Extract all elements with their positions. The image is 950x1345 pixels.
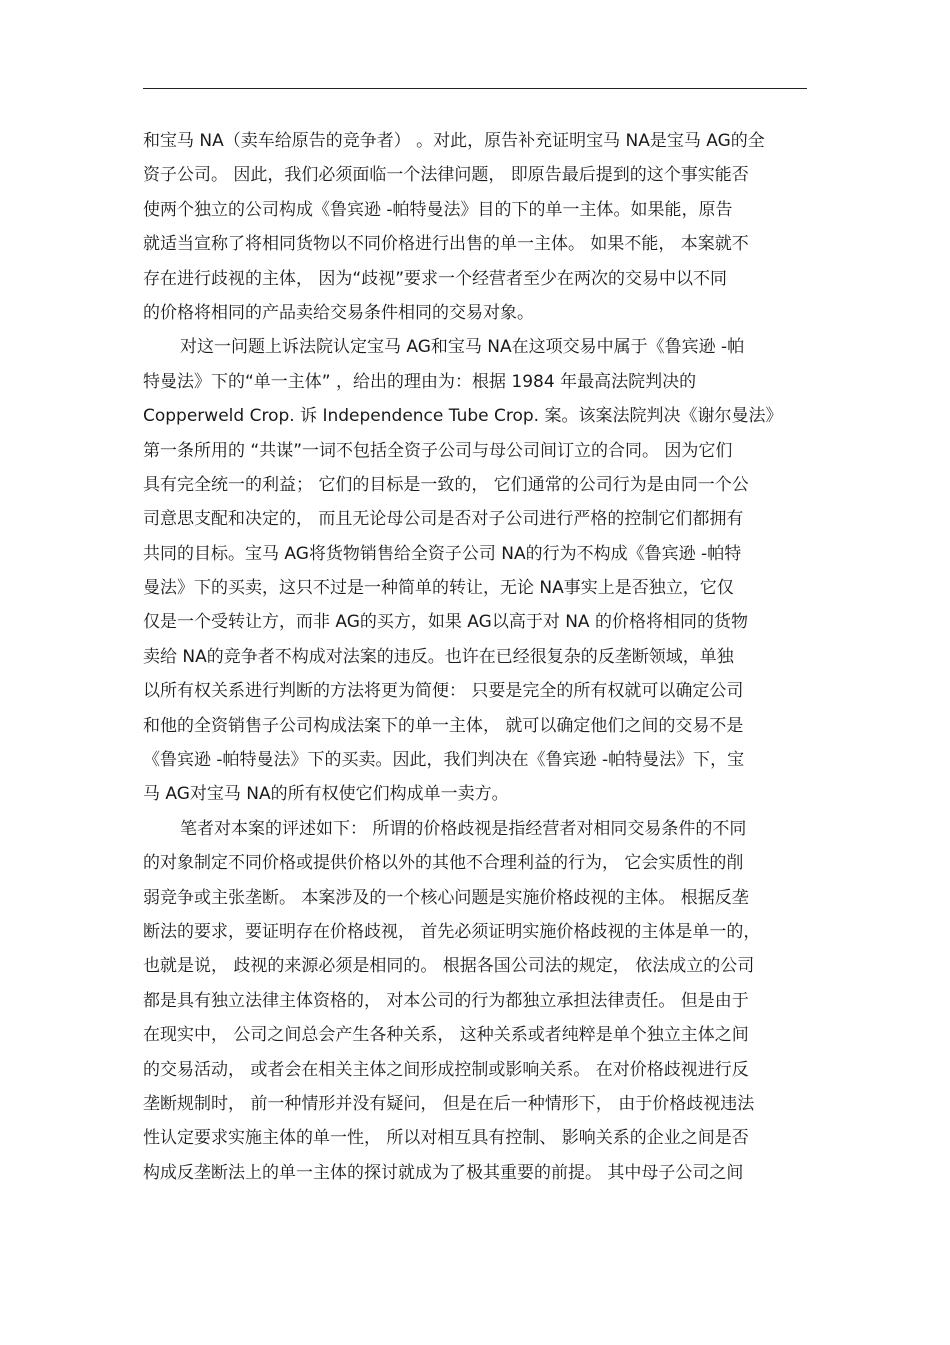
text-line: 也就是说， 歧视的来源必须是相同的。 根据各国公司法的规定， 依法成立的公司 — [143, 956, 755, 977]
text-line: 资子公司。 因此，我们必须面临一个法律问题， 即原告最后提到的这个事实能否 — [143, 165, 749, 186]
text-line: Copperweld Crop. 诉 Independence Tube Crop. 案。该案法院判决《谢尔曼法》 — [143, 406, 783, 427]
text-line: 共同的目标。宝马 AG将货物销售给全资子公司 NA的行为不构成《鲁宾逊 -帕特 — [143, 543, 742, 564]
text-line: 断法的要求，要证明存在价格歧视， 首先必须证明实施价格歧视的主体是单一的， — [143, 921, 761, 942]
text-line: 马 AG对宝马 NA的所有权使它们构成单一卖方。 — [143, 784, 509, 805]
text-line: 司意思支配和决定的， 而且无论母公司是否对子公司进行严格的控制它们都拥有 — [143, 509, 744, 530]
text-line: 笔者对本案的评述如下： 所谓的价格歧视是指经营者对相同交易条件的不同 — [180, 818, 747, 839]
text-line: 弱竞争或主张垄断。 本案涉及的一个核心问题是实施价格歧视的主体。 根据反垄 — [143, 887, 749, 908]
text-line: 具有完全统一的利益； 它们的目标是一致的， 它们通常的公司行为是由同一个公 — [143, 474, 749, 495]
text-line: 都是具有独立法律主体资格的， 对本公司的行为都独立承担法律责任。 但是由于 — [143, 990, 749, 1011]
text-line: 《鲁宾逊 -帕特曼法》下的买卖。因此，我们判决在《鲁宾逊 -帕特曼法》下，宝 — [143, 750, 745, 771]
text-line: 对这一问题上诉法院认定宝马 AG和宝马 NA在这项交易中属于《鲁宾逊 -帕 — [180, 337, 745, 358]
text-line: 垄断规制时， 前一种情形并没有疑问， 但是在后一种情形下， 由于价格歧视违法 — [143, 1093, 755, 1114]
text-line: 的价格将相同的产品卖给交易条件相同的交易对象。 — [143, 302, 534, 323]
text-line: 和宝马 NA（卖车给原告的竞争者） 。对此，原告补充证明宝马 NA是宝马 AG的全 — [143, 131, 765, 151]
text-line: 性认定要求实施主体的单一性， 所以对相互具有控制、 影响关系的企业之间是否 — [143, 1128, 749, 1149]
body-text — [143, 124, 807, 1190]
text-line: 的对象制定不同价格或提供价格以外的其他不合理利益的行为， 它会实质性的削 — [143, 853, 744, 874]
text-line: 卖给 NA的竞争者不构成对法案的违反。也许在已经很复杂的反垄断领域，单独 — [143, 646, 734, 667]
text-line: 就适当宣称了将相同货物以不同价格进行出售的单一主体。 如果不能， 本案就不 — [143, 234, 749, 255]
text-line: 使两个独立的公司构成《鲁宾逊 -帕特曼法》目的下的单一主体。如果能，原告 — [143, 199, 733, 220]
text-line: 的交易活动， 或者会在相关主体之间形成控制或影响关系。 在对价格歧视进行反 — [143, 1059, 749, 1080]
text-line: 构成反垄断法上的单一主体的探讨就成为了极其重要的前提。 其中母子公司之间 — [143, 1162, 744, 1183]
header-rule — [143, 88, 807, 89]
text-line: 特曼法》下的“单一主体” ，给出的理由为：根据 1984 年最高法院判决的 — [143, 371, 697, 392]
text-line: 存在进行歧视的主体， 因为“歧视”要求一个经营者至少在两次的交易中以不同 — [143, 268, 728, 289]
text-line: 在现实中， 公司之间总会产生各种关系， 这种关系或者纯粹是单个独立主体之间 — [143, 1025, 749, 1046]
text-line: 曼法》下的买卖，这只不过是一种简单的转让，无论 NA事实上是否独立，它仅 — [143, 578, 734, 599]
text-line: 和他的全资销售子公司构成法案下的单一主体， 就可以确定他们之间的交易不是 — [143, 715, 744, 736]
text-line: 仅是一个受转让方，而非 AG的买方，如果 AG以高于对 NA 的价格将相同的货物 — [143, 612, 748, 633]
text-line: 第一条所用的 “共谋”一词不包括全资子公司与母公司间订立的合同。 因为它们 — [143, 440, 733, 461]
text-line: 以所有权关系进行判断的方法将更为简便： 只要是完全的所有权就可以确定公司 — [143, 681, 744, 702]
